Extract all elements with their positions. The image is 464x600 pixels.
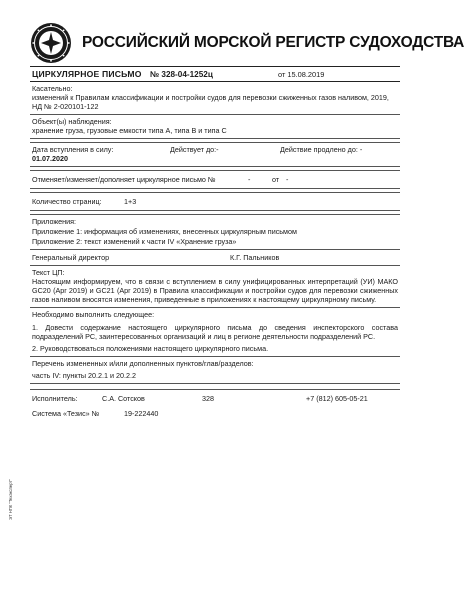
signatory-position: Генеральный директор bbox=[32, 253, 110, 262]
effective-date-value: 01.07.2020 bbox=[32, 154, 68, 163]
executor-name: С.А. Сотсков bbox=[102, 394, 145, 403]
valid-to-label: Действует до:- bbox=[170, 145, 219, 154]
attachments-label: Приложения: bbox=[32, 217, 77, 226]
actions-label: Необходимо выполнить следующее: bbox=[32, 310, 155, 319]
system-label: Система «Тезис» № bbox=[32, 409, 100, 418]
document-header bbox=[30, 18, 464, 68]
letter-number: № 328-04-1252ц bbox=[150, 70, 213, 79]
objects-section bbox=[30, 115, 400, 139]
organization-name: РОССИЙСКИЙ МОРСКОЙ РЕГИСТР СУДОХОДСТВА bbox=[82, 34, 464, 51]
executor-row bbox=[30, 390, 400, 405]
executor-label: Исполнитель: bbox=[32, 394, 78, 403]
attachments-section bbox=[30, 215, 400, 250]
changes-label: Перечень измененных и/или дополненных пунктов/глав/разделов: bbox=[32, 359, 254, 368]
subject-text: изменений к Правилам классификации и постройки судов для перевозки сжиженных газов наливом, 2019, НД № 2-020101-122 bbox=[32, 93, 389, 111]
executor-code: 328 bbox=[202, 394, 214, 403]
attachment-item: Приложение 2: текст изменений к части IV «Хранение груза» bbox=[32, 237, 237, 246]
action-item: 2. Руководствоваться положениями настоящего циркулярного письма. bbox=[32, 344, 269, 353]
action-item: 1. Довести содержание настоящего циркулярного письма до сведения инспекторского состава подразделений РС, заинтересованных организаций и лиц в регионе деятельности подразделений РС. bbox=[32, 323, 398, 341]
actions-section bbox=[30, 308, 400, 357]
extended-to-label: Действие продлено до: - bbox=[280, 145, 363, 154]
subject-label: Касательно: bbox=[32, 84, 73, 93]
cancels-label: Отменяет/изменяет/дополняет циркулярное письмо № bbox=[32, 175, 216, 184]
subject-section bbox=[30, 82, 400, 115]
letter-type: ЦИРКУЛЯРНОЕ ПИСЬМО bbox=[32, 69, 142, 79]
effective-date-label: Дата вступления в силу: bbox=[32, 145, 114, 154]
objects-label: Объект(ы) наблюдения: bbox=[32, 117, 112, 126]
signatory-section bbox=[30, 250, 400, 266]
letter-form bbox=[30, 66, 400, 420]
cancels-section bbox=[30, 171, 400, 189]
system-number: 19-222440 bbox=[124, 409, 159, 418]
register-emblem-icon bbox=[30, 22, 72, 64]
body-text: Настоящим информируем, что в связи с вступлением в силу унифицированных интерпретаций (УИ) МАКО GC20 (Apr 2019) и GC21 (Apr 2019) в Правила классификации и постройки судов для перевозки сжиженных газов наливом вносятся изменения, приведенные в приложениях к настоящему циркулярному письму. bbox=[32, 277, 398, 304]
letter-title-row bbox=[30, 67, 400, 82]
letter-date: от 15.08.2019 bbox=[278, 70, 325, 79]
body-section bbox=[30, 266, 400, 308]
attachment-item: Приложение 1: информация об изменениях, внесенных циркулярным письмом bbox=[32, 227, 297, 236]
cancels-date-value: - bbox=[286, 175, 289, 184]
pages-value: 1+3 bbox=[124, 197, 137, 206]
changes-text: часть IV: пункты 20.2.1 и 20.2.2 bbox=[32, 371, 136, 380]
side-watermark: ЭТ НПК "Техэксперт" bbox=[8, 479, 13, 520]
executor-phone: +7 (812) 605-05-21 bbox=[306, 394, 368, 403]
cancels-number: - bbox=[248, 175, 251, 184]
pages-label: Количество страниц: bbox=[32, 197, 102, 206]
pages-section bbox=[30, 193, 400, 211]
changes-section bbox=[30, 357, 400, 384]
body-label: Текст ЦП: bbox=[32, 268, 65, 277]
signatory-name: К.Г. Пальников bbox=[230, 253, 280, 262]
cancels-date-label: от bbox=[272, 175, 280, 184]
objects-text: хранение груза, грузовые емкости типа А, типа В и типа С bbox=[32, 126, 227, 135]
system-row bbox=[30, 405, 400, 420]
dates-section bbox=[30, 143, 400, 167]
